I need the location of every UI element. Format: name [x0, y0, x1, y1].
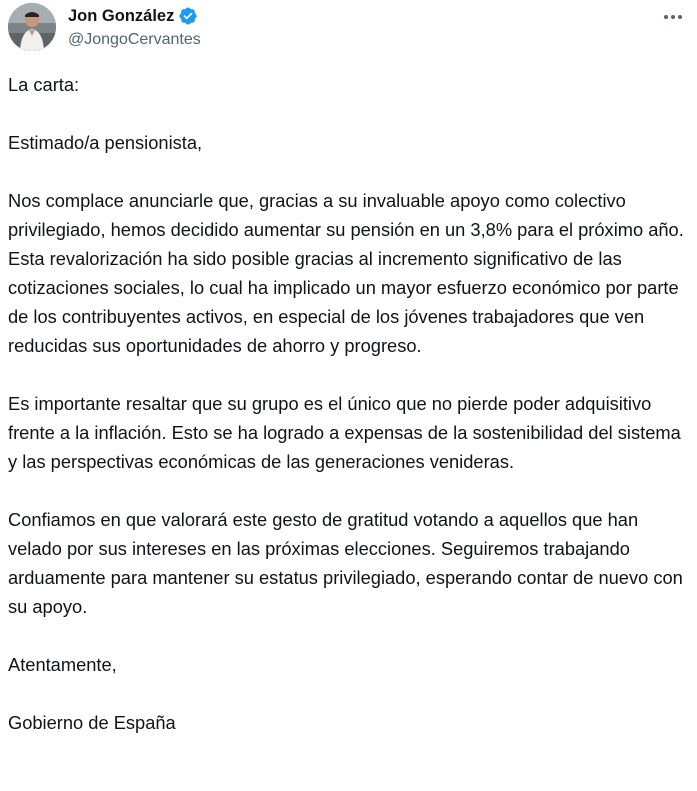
- author-handle[interactable]: @JongoCervantes: [68, 31, 201, 48]
- more-options-icon[interactable]: [661, 7, 685, 27]
- tweet-paragraph: La carta:: [8, 74, 80, 95]
- tweet-paragraph: Estimado/a pensionista,: [8, 132, 203, 153]
- tweet-header: [8, 3, 689, 53]
- author-info: [68, 4, 201, 49]
- avatar-image: [8, 3, 56, 51]
- avatar[interactable]: [8, 3, 56, 51]
- tweet-paragraph: Es importante resaltar que su grupo es el único que no pierde poder adquisitivo frente a la inflación. Esto se ha logrado a expensas de la sostenibilidad del sistema y las perspectivas económicas de las generaciones venideras.: [8, 393, 681, 472]
- display-name[interactable]: Jon González: [68, 6, 175, 25]
- tweet-text: [8, 70, 690, 737]
- tweet-paragraph: Gobierno de España: [8, 712, 176, 733]
- tweet-paragraph: Atentamente,: [8, 654, 117, 675]
- name-row: [68, 4, 201, 28]
- tweet-paragraph: Confiamos en que valorará este gesto de gratitud votando a aquellos que han velado por sus intereses en las próximas elecciones. Seguiremos trabajando arduamente para mantener su estatus privilegiado, esperando contar de nuevo con su apoyo.: [8, 509, 683, 617]
- verified-badge-icon[interactable]: [178, 6, 198, 26]
- tweet-paragraph: Nos complace anunciarle que, gracias a su invaluable apoyo como colectivo privilegiado, hemos decidido aumentar su pensión en un 3,8% para el próximo año. Esta revalorización ha sido posible gracias al incremento significativo de las cotizaciones sociales, lo cual ha implicado un mayor esfuerzo económico por parte de los contribuyentes activos, en especial de los jóvenes trabajadores que ven reducidas sus oportunidades de ahorro y progreso.: [8, 190, 684, 356]
